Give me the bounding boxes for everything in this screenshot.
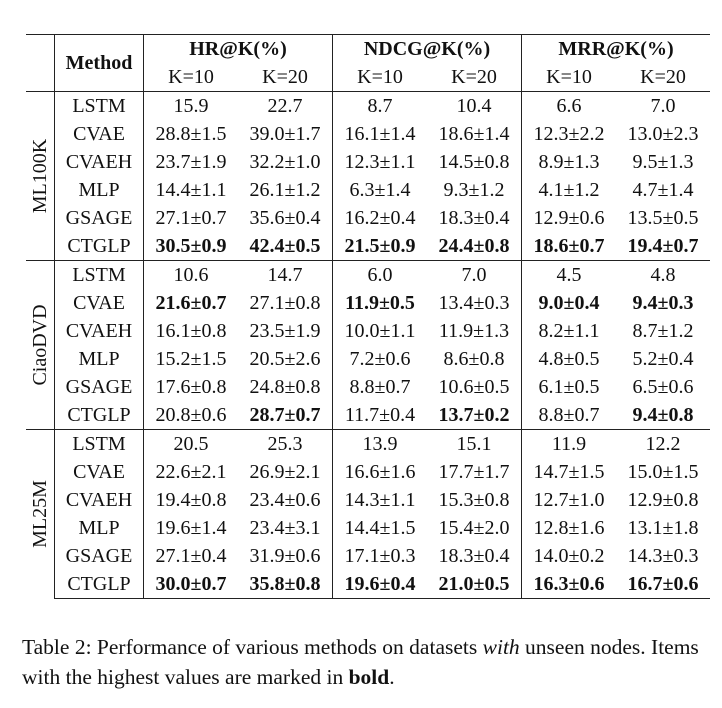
value-cell: 27.1±0.7 <box>144 204 239 232</box>
method-cell: CVAE <box>55 458 144 486</box>
table-row <box>26 401 710 430</box>
value-cell: 14.3±1.1 <box>333 486 428 514</box>
value-cell: 13.9 <box>333 430 428 459</box>
value-cell: 12.3±1.1 <box>333 148 428 176</box>
method-cell: CVAE <box>55 120 144 148</box>
table-body <box>26 92 710 599</box>
dataset-label: CiaoDVD <box>29 304 51 386</box>
value-cell: 35.6±0.4 <box>249 207 321 229</box>
table-row <box>26 570 710 599</box>
value-cell: 21.6±0.7 <box>144 289 239 317</box>
value-cell: 16.3±0.6 <box>522 570 617 599</box>
table-row <box>26 542 710 570</box>
value-cell: 9.5±1.3 <box>632 151 694 173</box>
value-cell: 16.1±1.4 <box>333 120 428 148</box>
value-cell: 8.9±1.3 <box>522 148 617 176</box>
mrr-group-header: MRR@K(%) <box>522 35 711 64</box>
table-row <box>26 289 710 317</box>
value-cell: 20.8±0.6 <box>144 401 239 430</box>
value-cell: 11.9±1.3 <box>438 320 510 342</box>
method-cell: MLP <box>55 176 144 204</box>
value-cell: 12.3±2.2 <box>522 120 617 148</box>
value-cell: 30.0±0.7 <box>144 570 239 599</box>
value-cell: 15.9 <box>144 92 239 121</box>
hr-group-header: HR@K(%) <box>144 35 333 64</box>
method-cell: CVAEH <box>55 148 144 176</box>
table-row <box>26 261 710 290</box>
mrr-k20-header: K=20 <box>640 66 686 88</box>
value-cell: 13.4±0.3 <box>438 292 510 314</box>
value-cell: 18.6±0.7 <box>522 232 617 261</box>
dataset-label: ML100K <box>29 138 51 214</box>
value-cell: 7.0 <box>616 92 710 121</box>
value-cell: 4.5 <box>522 261 617 290</box>
value-cell: 4.8 <box>616 261 710 290</box>
value-cell: 11.7±0.4 <box>333 401 428 430</box>
value-cell: 16.2±0.4 <box>333 204 428 232</box>
value-cell: 14.5±0.8 <box>438 151 510 173</box>
value-cell: 30.5±0.9 <box>144 232 239 261</box>
table-row <box>26 232 710 261</box>
value-cell: 19.6±1.4 <box>144 514 239 542</box>
table-row <box>26 92 710 121</box>
value-cell: 8.2±1.1 <box>522 317 617 345</box>
value-cell: 11.9 <box>522 430 617 459</box>
value-cell: 4.7±1.4 <box>632 179 694 201</box>
caption-bold: bold <box>348 665 390 689</box>
method-cell: CVAEH <box>55 486 144 514</box>
value-cell: 24.8±0.8 <box>249 376 321 398</box>
value-cell: 23.7±1.9 <box>144 148 239 176</box>
value-cell: 12.8±1.6 <box>522 514 617 542</box>
table-row <box>26 204 710 232</box>
value-cell: 21.0±0.5 <box>427 570 522 599</box>
value-cell: 9.4±0.3 <box>632 292 694 314</box>
value-cell: 12.2 <box>616 430 710 459</box>
method-cell: CVAEH <box>55 317 144 345</box>
method-cell: LSTM <box>55 92 144 121</box>
value-cell: 9.4±0.8 <box>632 404 694 426</box>
value-cell: 28.7±0.7 <box>249 404 321 426</box>
value-cell: 17.6±0.8 <box>144 373 239 401</box>
table-row <box>26 514 710 542</box>
value-cell: 21.5±0.9 <box>333 232 428 261</box>
value-cell: 13.5±0.5 <box>627 207 699 229</box>
ndcg-k20-header: K=20 <box>451 66 497 88</box>
method-cell: CTGLP <box>55 570 144 599</box>
value-cell: 10.4 <box>427 92 522 121</box>
value-cell: 6.1±0.5 <box>522 373 617 401</box>
method-cell: CTGLP <box>55 401 144 430</box>
value-cell: 22.6±2.1 <box>144 458 239 486</box>
value-cell: 22.7 <box>238 92 333 121</box>
table-row <box>26 148 710 176</box>
value-cell: 16.1±0.8 <box>144 317 239 345</box>
dataset-label-cell <box>26 261 55 430</box>
value-cell: 4.8±0.5 <box>522 345 617 373</box>
value-cell: 8.7 <box>333 92 428 121</box>
caption-text-1: Table 2: Performance of various methods on datasets <box>22 635 483 659</box>
dataset-label-cell <box>26 430 55 599</box>
value-cell: 18.3±0.4 <box>438 207 510 229</box>
table-caption <box>22 632 702 692</box>
value-cell: 8.8±0.7 <box>522 401 617 430</box>
method-cell: CVAE <box>55 289 144 317</box>
value-cell: 16.7±0.6 <box>616 570 710 599</box>
value-cell: 8.7±1.2 <box>632 320 694 342</box>
value-cell: 25.3 <box>238 430 333 459</box>
method-cell: GSAGE <box>55 204 144 232</box>
results-table <box>26 34 710 599</box>
value-cell: 6.0 <box>333 261 428 290</box>
value-cell: 15.4±2.0 <box>438 517 510 539</box>
value-cell: 20.5 <box>144 430 239 459</box>
value-cell: 18.6±1.4 <box>438 123 510 145</box>
value-cell: 6.5±0.6 <box>632 376 694 398</box>
method-header: Method <box>55 35 144 92</box>
value-cell: 12.7±1.0 <box>522 486 617 514</box>
dataset-label: ML25M <box>29 480 51 549</box>
value-cell: 42.4±0.5 <box>249 235 321 257</box>
value-cell: 24.4±0.8 <box>438 235 510 257</box>
table-row <box>26 120 710 148</box>
table-row <box>26 176 710 204</box>
value-cell: 13.1±1.8 <box>627 517 699 539</box>
value-cell: 7.0 <box>427 261 522 290</box>
value-cell: 9.0±0.4 <box>522 289 617 317</box>
mrr-k10-header: K=10 <box>522 63 617 92</box>
caption-text-2: unseen nodes. Items with the highest values are marked in <box>22 635 699 689</box>
value-cell: 13.0±2.3 <box>627 123 699 145</box>
method-cell: GSAGE <box>55 373 144 401</box>
value-cell: 23.4±3.1 <box>249 517 321 539</box>
value-cell: 19.6±0.4 <box>333 570 428 599</box>
value-cell: 10.0±1.1 <box>333 317 428 345</box>
value-cell: 17.1±0.3 <box>333 542 428 570</box>
value-cell: 12.9±0.6 <box>522 204 617 232</box>
caption-text-3: . <box>389 665 395 689</box>
value-cell: 15.2±1.5 <box>144 345 239 373</box>
table-row <box>26 345 710 373</box>
value-cell: 23.4±0.6 <box>249 489 321 511</box>
value-cell: 12.9±0.8 <box>627 489 699 511</box>
ndcg-k10-header: K=10 <box>333 63 428 92</box>
method-cell: LSTM <box>55 261 144 290</box>
table-row <box>26 458 710 486</box>
value-cell: 4.1±1.2 <box>522 176 617 204</box>
value-cell: 14.0±0.2 <box>522 542 617 570</box>
value-cell: 14.3±0.3 <box>627 545 699 567</box>
value-cell: 18.3±0.4 <box>438 545 510 567</box>
value-cell: 27.1±0.4 <box>144 542 239 570</box>
value-cell: 11.9±0.5 <box>333 289 428 317</box>
value-cell: 28.8±1.5 <box>144 120 239 148</box>
value-cell: 8.6±0.8 <box>443 348 505 370</box>
value-cell: 19.4±0.8 <box>144 486 239 514</box>
value-cell: 9.3±1.2 <box>443 179 505 201</box>
hr-k20-header: K=20 <box>262 66 308 88</box>
value-cell: 39.0±1.7 <box>249 123 321 145</box>
method-cell: MLP <box>55 514 144 542</box>
value-cell: 35.8±0.8 <box>238 570 333 599</box>
value-cell: 15.0±1.5 <box>627 461 699 483</box>
dataset-label-cell <box>26 92 55 261</box>
method-cell: MLP <box>55 345 144 373</box>
value-cell: 10.6 <box>144 261 239 290</box>
value-cell: 6.6 <box>522 92 617 121</box>
value-cell: 23.5±1.9 <box>249 320 321 342</box>
value-cell: 20.5±2.6 <box>249 348 321 370</box>
caption-italic: with <box>482 635 520 659</box>
ndcg-group-header: NDCG@K(%) <box>333 35 522 64</box>
value-cell: 19.4±0.7 <box>627 235 699 257</box>
value-cell: 31.9±0.6 <box>249 545 321 567</box>
value-cell: 17.7±1.7 <box>438 461 510 483</box>
value-cell: 15.3±0.8 <box>438 489 510 511</box>
dataset-header-cell <box>26 35 55 92</box>
value-cell: 6.3±1.4 <box>333 176 428 204</box>
table-row <box>26 430 710 459</box>
table-row <box>26 486 710 514</box>
value-cell: 8.8±0.7 <box>333 373 428 401</box>
value-cell: 32.2±1.0 <box>249 151 321 173</box>
value-cell: 16.6±1.6 <box>333 458 428 486</box>
value-cell: 15.1 <box>427 430 522 459</box>
hr-k10-header: K=10 <box>144 63 239 92</box>
table-row <box>26 317 710 345</box>
value-cell: 7.2±0.6 <box>333 345 428 373</box>
value-cell: 13.7±0.2 <box>438 404 510 426</box>
value-cell: 14.7 <box>238 261 333 290</box>
value-cell: 14.4±1.1 <box>144 176 239 204</box>
method-cell: LSTM <box>55 430 144 459</box>
value-cell: 26.1±1.2 <box>249 179 321 201</box>
value-cell: 26.9±2.1 <box>249 461 321 483</box>
value-cell: 10.6±0.5 <box>438 376 510 398</box>
table-row <box>26 373 710 401</box>
value-cell: 14.7±1.5 <box>522 458 617 486</box>
method-cell: CTGLP <box>55 232 144 261</box>
value-cell: 5.2±0.4 <box>632 348 694 370</box>
value-cell: 27.1±0.8 <box>249 292 321 314</box>
method-cell: GSAGE <box>55 542 144 570</box>
value-cell: 14.4±1.5 <box>333 514 428 542</box>
